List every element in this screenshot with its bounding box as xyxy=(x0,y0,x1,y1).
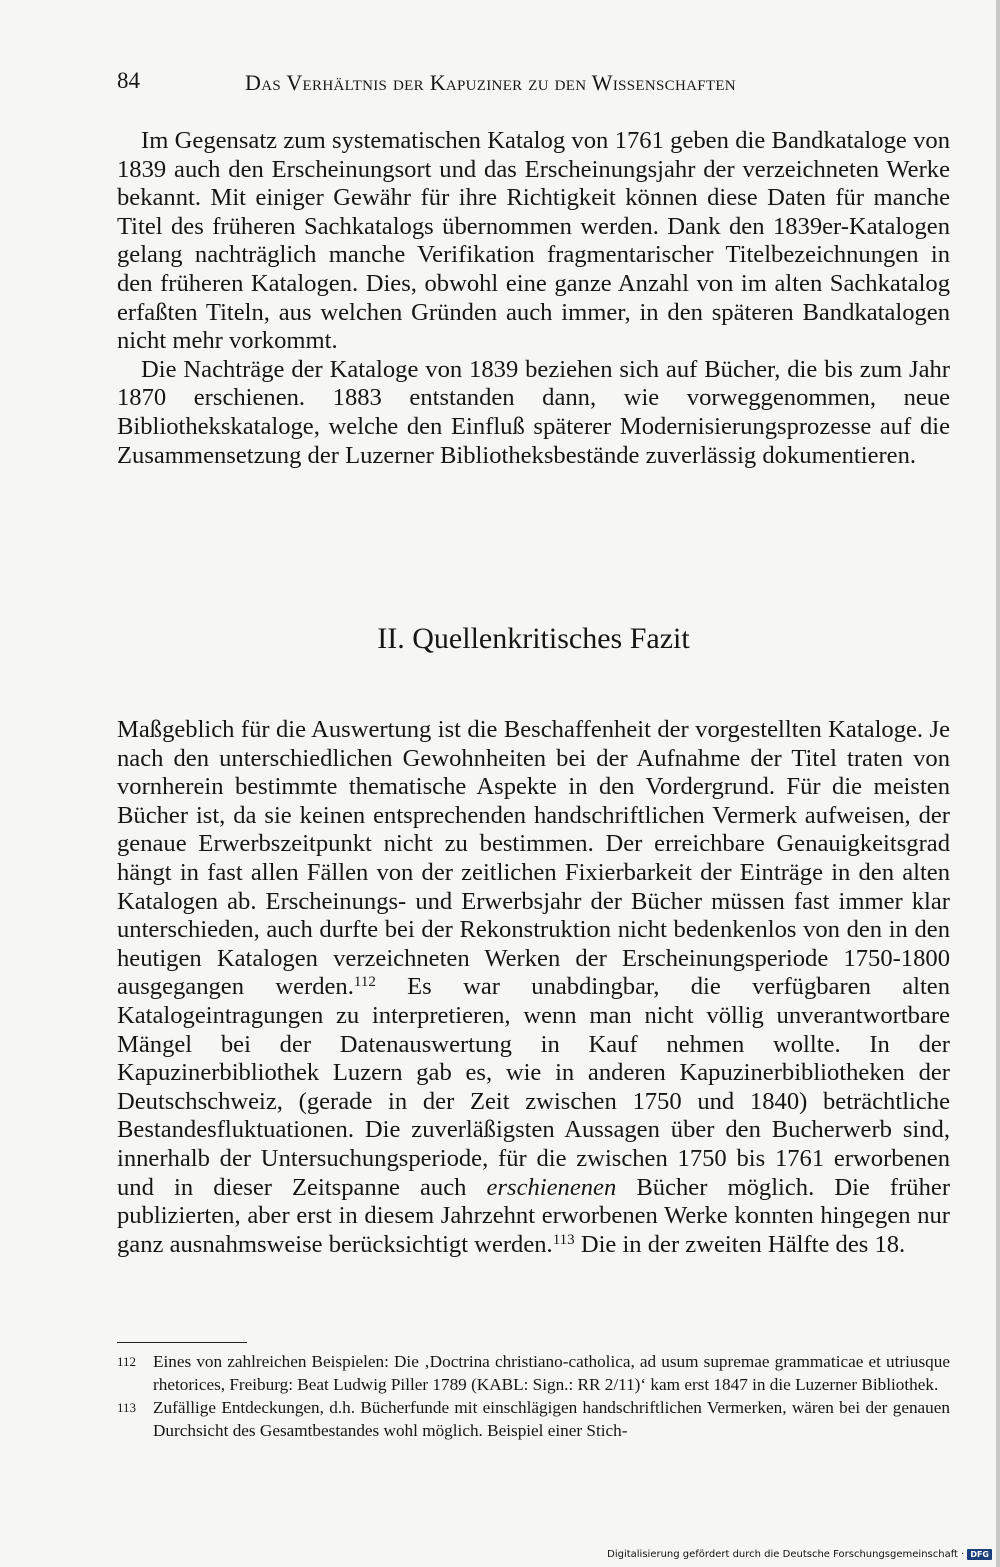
text-run: Bücher möglich. Die früher publizierten, aber erst in diesem Jahrzehnt erworbenen Werke konnten hingegen nur ganz ausnahmsweise berücksichtigt werden. xyxy=(117,1173,951,1258)
paragraph: Die Nachträge der Kataloge von 1839 beziehen sich auf Bücher, die bis zum Jahr 1870 erschienen. 1883 entstanden dann, wie vorweggenommen, neue Bibliothekskataloge, welche den Einfluß späterer Modernisierungsprozesse auf die Zusammensetzung der Luzerner Bibliotheksbestände zuverlässig dokumentieren. xyxy=(117,355,950,469)
running-head xyxy=(117,68,950,98)
footnote-text: Zufällige Entdeckungen, d.h. Bücherfunde mit einschlägigen handschriftlichen Vermerken, wären bei der genauen Durchsicht des Gesamtbestandes wohl möglich. Beispiel einer Stich- xyxy=(153,1398,950,1440)
scan-edge xyxy=(996,0,1000,1567)
footnote-number: 113 xyxy=(117,1400,137,1416)
footnote-text: Eines von zahlreichen Beispielen: Die ‚Doctrina christiano-catholica, ad usum supremae grammaticae et utriusque rhetorices, Freiburg: Beat Ludwig Piller 1789 (KABL: Sign.: RR 2/11)‘ kam erst 1847 in die Luzerner Bibliothek. xyxy=(153,1352,950,1394)
digitization-credit xyxy=(607,1549,992,1560)
footnote-divider xyxy=(117,1342,247,1343)
running-head-title: Das Verhältnis der Kapuziner zu den Wissenschaften xyxy=(245,70,736,95)
section-1-text xyxy=(117,127,950,470)
paragraph xyxy=(117,716,950,1259)
section-2-text xyxy=(117,716,950,1259)
emphasis-text: erschienenen xyxy=(486,1173,617,1201)
dfg-logo: DFG xyxy=(967,1549,992,1560)
footnotes xyxy=(117,1351,950,1443)
footnote-ref-112[interactable]: 112 xyxy=(353,974,376,991)
footnote-112 xyxy=(117,1351,950,1396)
text-run: Es war unabdingbar, die verfügbaren alten Katalogeintragungen zu interpretieren, wenn man nicht völlig unverantwortbare Mängel bei der Datenauswertung in Kauf nehmen wollte. In der Kapuzinerbibliothek Luzern gab es, wie in anderen Kapuzinerbibliotheken der Deutschschweiz, (gerade in der Zeit zwischen 1750 und 1840) beträchtliche Bestandesfluktuationen. Die zuverläßigsten Aussagen über den Bucherwerb sind, innerhalb der Untersuchungsperiode, für die zwischen 1750 bis 1761 erworbenen und in dieser Zeitspanne auch xyxy=(117,973,950,1201)
text-run: Maßgeblich für die Auswertung ist die Beschaffenheit der vorgestellten Kataloge. Je nach den unterschiedlichen Gewohnheiten bei der Aufnahme der Titel traten von vornherein bestimmte thematische Aspekte in den Vordergrund. Für die meisten Bücher ist, da sie keinen entsprechenden handschriftlichen Vermerk aufweisen, der genaue Erwerbszeitpunkt nicht zu bestimmen. Der erreichbare Genauigkeitsgrad hängt in fast allen Fällen von der zeitlichen Fixierbarkeit der Einträge in den alten Katalogen ab. Erscheinungs- und Erwerbsjahr der Bücher müssen fast immer klar unterschieden, auch durfte bei der Rekonstruktion nicht bedenkenlos von den in den heutigen Katalogen verzeichneten Werken der Erscheinungsperiode 1750-1800 ausgegangen werden. xyxy=(117,716,950,1001)
page-number: 84 xyxy=(117,68,140,93)
footnote-ref-113[interactable]: 113 xyxy=(552,1231,575,1248)
section-heading: II. Quellenkritisches Fazit xyxy=(377,622,690,655)
credit-text: Digitalisierung gefördert durch die Deutsche Forschungsgemeinschaft · xyxy=(607,1549,965,1560)
footnote-113 xyxy=(117,1397,950,1442)
text-run: Die in der zweiten Hälfte des 18. xyxy=(574,1230,906,1258)
footnote-number: 112 xyxy=(117,1354,137,1369)
paragraph: Im Gegensatz zum systematischen Katalog von 1761 geben die Bandkataloge von 1839 auch den Erscheinungsort und das Erscheinungsjahr der verzeichneten Werke bekannt. Mit einiger Gewähr für ihre Richtigkeit können diese Daten für manche Titel des früheren Sachkatalogs übernommen werden. Dank den 1839er-Katalogen gelang nachträglich manche Verifikation fragmentarischer Titelbezeichnungen in den früheren Katalogen. Dies, obwohl eine ganze Anzahl von im alten Sachkatalog erfaßten Titeln, aus welchen Gründen auch immer, in den späteren Bandkatalogen nicht mehr vorkommt. xyxy=(117,127,950,355)
